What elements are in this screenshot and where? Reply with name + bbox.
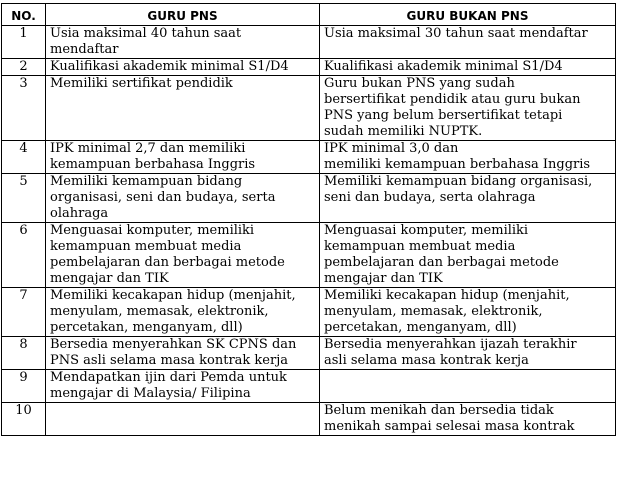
- guru-bukan-pns-text: IPK minimal 3,0 dan memiliki kemampuan berbahasa Inggris: [324, 141, 591, 172]
- guru-bukan-pns-text: Usia maksimal 30 tahun saat mendaftar: [324, 26, 588, 41]
- guru-pns-cell: [46, 370, 320, 403]
- header-guru-bukan-pns: GURU BUKAN PNS: [320, 4, 616, 26]
- table-row: [2, 223, 616, 288]
- guru-bukan-pns-cell: [320, 288, 616, 337]
- guru-pns-text: IPK minimal 2,7 dan memiliki kemampuan berbahasa Inggris: [50, 141, 256, 172]
- row-number: 4: [2, 141, 46, 174]
- guru-bukan-pns-text: Memiliki kemampuan bidang organisasi, seni dan budaya, serta olahraga: [324, 174, 593, 205]
- guru-bukan-pns-cell: [320, 337, 616, 370]
- table-row: [2, 76, 616, 141]
- row-number: 10: [2, 403, 46, 436]
- guru-pns-text: Mendapatkan ijin dari Pemda untuk mengajar di Malaysia/ Filipina: [50, 370, 287, 401]
- guru-bukan-pns-cell: [320, 141, 616, 174]
- guru-pns-text: Menguasai komputer, memiliki kemampuan membuat media pembelajaran dan berbagai metode mengajar dan TIK: [50, 223, 285, 286]
- row-number: 1: [2, 26, 46, 59]
- guru-bukan-pns-text: Guru bukan PNS yang sudah bersertifikat pendidik atau guru bukan PNS yang belum bersertifikat tetapi sudah memiliki NUPTK.: [324, 76, 581, 139]
- guru-pns-cell: [46, 337, 320, 370]
- row-number: 5: [2, 174, 46, 223]
- guru-pns-cell: [46, 59, 320, 76]
- guru-bukan-pns-cell: [320, 223, 616, 288]
- table-row: [2, 370, 616, 403]
- guru-bukan-pns-text: Belum menikah dan bersedia tidak menikah sampai selesai masa kontrak: [324, 403, 575, 434]
- guru-bukan-pns-cell: [320, 26, 616, 59]
- header-guru-pns: GURU PNS: [46, 4, 320, 26]
- guru-pns-text: Usia maksimal 40 tahun saat mendaftar: [50, 26, 242, 57]
- guru-pns-text: Memiliki sertifikat pendidik: [50, 76, 233, 91]
- requirements-table: [1, 3, 616, 436]
- row-number: 7: [2, 288, 46, 337]
- guru-bukan-pns-text: Bersedia menyerahkan ijazah terakhir asli selama masa kontrak kerja: [324, 337, 577, 368]
- table-row: [2, 337, 616, 370]
- guru-bukan-pns-cell: [320, 370, 616, 403]
- guru-pns-cell: [46, 403, 320, 436]
- header-row: [2, 4, 616, 26]
- row-number: 6: [2, 223, 46, 288]
- row-number: 9: [2, 370, 46, 403]
- row-number: 2: [2, 59, 46, 76]
- guru-bukan-pns-text: Memiliki kecakapan hidup (menjahit, menyulam, memasak, elektronik, percetakan, menganyam, dll): [324, 288, 570, 335]
- guru-bukan-pns-cell: [320, 76, 616, 141]
- guru-pns-cell: [46, 288, 320, 337]
- table-row: [2, 26, 616, 59]
- guru-pns-text: Memiliki kemampuan bidang organisasi, seni dan budaya, serta olahraga: [50, 174, 276, 221]
- guru-pns-cell: [46, 76, 320, 141]
- guru-bukan-pns-text: Kualifikasi akademik minimal S1/D4: [324, 59, 563, 74]
- table-row: [2, 403, 616, 436]
- row-number: 8: [2, 337, 46, 370]
- header-no: NO.: [2, 4, 46, 26]
- guru-pns-cell: [46, 223, 320, 288]
- guru-pns-cell: [46, 174, 320, 223]
- table-row: [2, 141, 616, 174]
- guru-bukan-pns-cell: [320, 403, 616, 436]
- table-row: [2, 288, 616, 337]
- guru-pns-cell: [46, 26, 320, 59]
- table-row: [2, 174, 616, 223]
- table-row: [2, 59, 616, 76]
- guru-bukan-pns-cell: [320, 174, 616, 223]
- guru-pns-text: Kualifikasi akademik minimal S1/D4: [50, 59, 289, 74]
- guru-pns-cell: [46, 141, 320, 174]
- guru-bukan-pns-text: Menguasai komputer, memiliki kemampuan membuat media pembelajaran dan berbagai metode mengajar dan TIK: [324, 223, 559, 286]
- guru-bukan-pns-cell: [320, 59, 616, 76]
- guru-pns-text: Memiliki kecakapan hidup (menjahit, menyulam, memasak, elektronik, percetakan, menganyam, dll): [50, 288, 296, 335]
- guru-pns-text: Bersedia menyerahkan SK CPNS dan PNS asli selama masa kontrak kerja: [50, 337, 297, 368]
- row-number: 3: [2, 76, 46, 141]
